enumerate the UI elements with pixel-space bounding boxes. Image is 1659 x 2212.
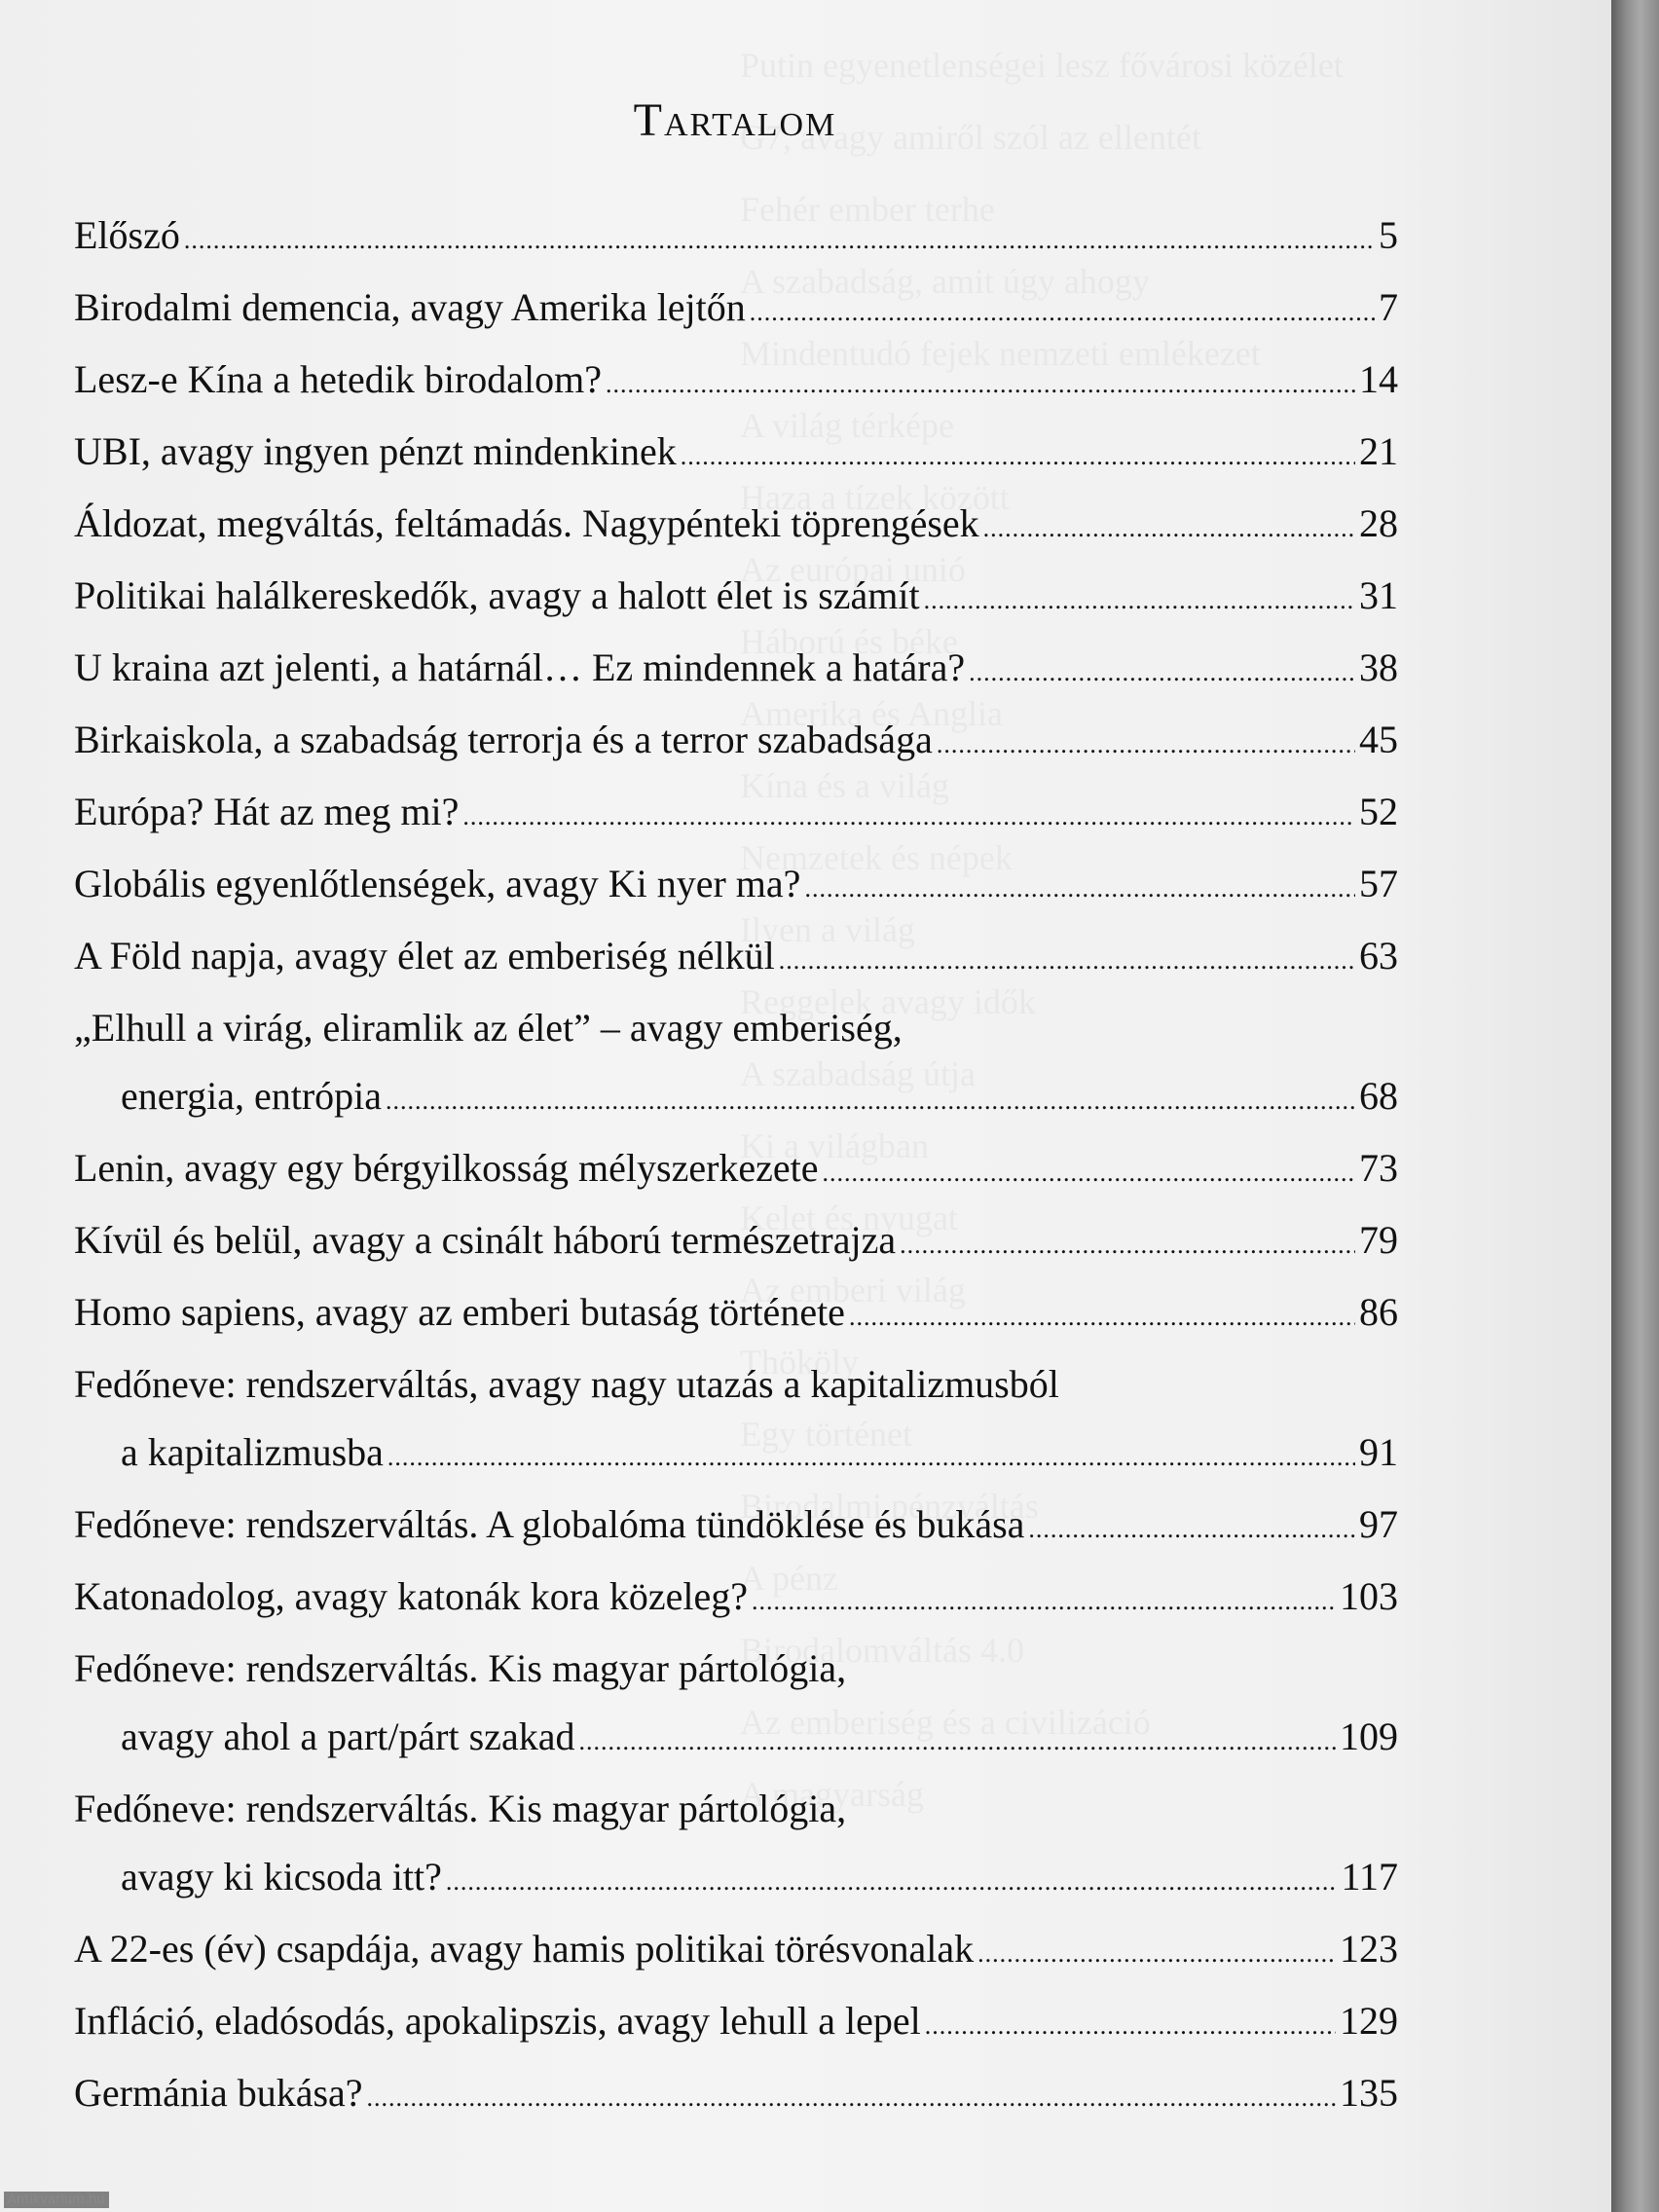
toc-entry-title: A 22-es (év) csapdája, avagy hamis politikai törésvonalak — [74, 1927, 975, 1971]
toc-entry — [74, 1139, 1398, 1211]
toc-entry-title-continued: avagy ki kicsoda itt? — [121, 1855, 442, 1899]
watermark: Antikvarium.hu — [4, 2192, 109, 2208]
toc-entry — [74, 783, 1398, 855]
toc-page-number: 97 — [1359, 1502, 1398, 1546]
dot-leader — [937, 716, 1355, 774]
toc-page-number: 5 — [1379, 213, 1398, 257]
toc-page-number: 52 — [1359, 790, 1398, 833]
toc-entry-title: Lesz-e Kína a hetedik birodalom? — [74, 357, 602, 401]
toc-entry-title: Fedőneve: rendszerváltás. Kis magyar pártológia, — [74, 1787, 847, 1830]
toc-entry-title: Kívül és belül, avagy a csinált háború természetrajza — [74, 1218, 897, 1262]
dot-leader — [804, 860, 1355, 918]
toc-page-number: 91 — [1359, 1430, 1398, 1474]
toc-entry-title-continued: a kapitalizmusba — [121, 1430, 384, 1474]
toc-entry — [74, 999, 1398, 1139]
toc-entry-title: Infláció, eladósodás, apokalipszis, avagy lehull a lepel — [74, 1999, 921, 2043]
dot-leader — [184, 211, 1375, 270]
toc-entry — [74, 1920, 1398, 1992]
toc-entry-title: Lenin, avagy egy bérgyilkosság mélyszerkezete — [74, 1146, 819, 1190]
toc-page-number: 123 — [1340, 1927, 1398, 1971]
dot-leader — [462, 788, 1355, 846]
toc-entry-title: Fedőneve: rendszerváltás. A globalóma tündöklése és bukása — [74, 1502, 1025, 1546]
toc-entry — [74, 1495, 1398, 1567]
toc-page-number: 21 — [1359, 429, 1398, 473]
toc-entry — [74, 639, 1398, 711]
toc-page-number: 28 — [1359, 501, 1398, 545]
toc-page-number: 57 — [1359, 862, 1398, 905]
table-of-contents — [74, 206, 1398, 2136]
toc-entry — [74, 855, 1398, 927]
toc-entry-title: A Föld napja, avagy élet az emberiség nélkül — [74, 934, 775, 977]
toc-entry-title-continued: energia, entrópia — [121, 1074, 383, 1118]
toc-page-number: 117 — [1341, 1855, 1398, 1899]
toc-entry-title: Birodalmi demencia, avagy Amerika lejtőn — [74, 285, 746, 329]
dot-leader — [925, 1997, 1336, 2055]
toc-entry-title: UBI, avagy ingyen pénzt mindenkinek — [74, 429, 677, 473]
toc-entry — [74, 711, 1398, 783]
dot-leader — [900, 1216, 1355, 1274]
toc-page-number: 79 — [1359, 1218, 1398, 1262]
dot-leader — [752, 1572, 1336, 1631]
toc-page-number: 129 — [1340, 1999, 1398, 2043]
toc-entry — [74, 423, 1398, 495]
toc-entry — [74, 1992, 1398, 2064]
toc-entry-title: Előszó — [74, 213, 180, 257]
toc-page-number: 86 — [1359, 1290, 1398, 1334]
toc-page-number: 68 — [1359, 1074, 1398, 1118]
toc-entry — [74, 278, 1398, 350]
toc-entry — [74, 567, 1398, 639]
toc-page-number: 135 — [1340, 2071, 1398, 2115]
toc-entry-title: Fedőneve: rendszerváltás. Kis magyar pártológia, — [74, 1646, 847, 1690]
toc-entry-title: Katonadolog, avagy katonák kora közeleg? — [74, 1574, 748, 1618]
toc-entry-title: Fedőneve: rendszerváltás, avagy nagy utazás a kapitalizmusból — [74, 1362, 1059, 1406]
toc-entry-title: Európa? Hát az meg mi? — [74, 790, 460, 833]
dot-leader — [681, 427, 1355, 486]
toc-entry — [74, 206, 1398, 278]
dot-leader — [387, 1428, 1355, 1487]
toc-entry-title: U kraina azt jelenti, a határnál… Ez mindennek a határa? — [74, 645, 966, 689]
book-spine-shadow — [1611, 0, 1659, 2212]
toc-entry-title-continued: avagy ahol a part/párt szakad — [121, 1714, 575, 1758]
toc-page-number: 38 — [1359, 645, 1398, 689]
toc-entry-title: Áldozat, megváltás, feltámadás. Nagypénteki töprengések — [74, 501, 979, 545]
toc-page-number: 7 — [1379, 285, 1398, 329]
toc-entry-title: Globális egyenlőtlenségek, avagy Ki nyer ma? — [74, 862, 801, 905]
toc-entry-title: Homo sapiens, avagy az emberi butaság története — [74, 1290, 845, 1334]
toc-page-number: 14 — [1359, 357, 1398, 401]
toc-entry — [74, 1355, 1398, 1495]
toc-page-number: 45 — [1359, 718, 1398, 761]
toc-entry — [74, 1283, 1398, 1355]
dot-leader — [977, 1925, 1336, 1983]
dot-leader — [578, 1713, 1336, 1771]
dot-leader — [924, 571, 1355, 630]
toc-entry — [74, 1567, 1398, 1640]
toc-entry — [74, 1640, 1398, 1780]
dot-leader — [367, 2069, 1336, 2127]
toc-page-number: 31 — [1359, 573, 1398, 617]
toc-page-number: 63 — [1359, 934, 1398, 977]
dot-leader — [446, 1853, 1338, 1911]
toc-entry-title: Germánia bukása? — [74, 2071, 363, 2115]
toc-entry-title: „Elhull a virág, eliramlik az élet” – avagy emberiség, — [74, 1006, 903, 1050]
dot-leader — [1028, 1500, 1355, 1559]
page-title: Tartalom — [633, 94, 837, 146]
dot-leader — [849, 1288, 1355, 1346]
toc-entry — [74, 1780, 1398, 1920]
toc-entry-title: Birkaiskola, a szabadság terrorja és a terror szabadsága — [74, 718, 933, 761]
toc-entry-title: Politikai halálkereskedők, avagy a halott élet is számít — [74, 573, 920, 617]
toc-entry — [74, 495, 1398, 567]
toc-page-number: 109 — [1340, 1714, 1398, 1758]
dot-leader — [779, 932, 1355, 990]
dot-leader — [606, 355, 1355, 414]
dot-leader — [823, 1144, 1355, 1202]
dot-leader — [969, 644, 1355, 702]
toc-page-number: 73 — [1359, 1146, 1398, 1190]
toc-page-number: 103 — [1340, 1574, 1398, 1618]
toc-entry — [74, 927, 1398, 999]
toc-entry — [74, 350, 1398, 423]
dot-leader — [386, 1072, 1355, 1130]
dot-leader — [750, 283, 1375, 342]
toc-entry — [74, 2064, 1398, 2136]
toc-entry — [74, 1211, 1398, 1283]
dot-leader — [983, 499, 1355, 558]
